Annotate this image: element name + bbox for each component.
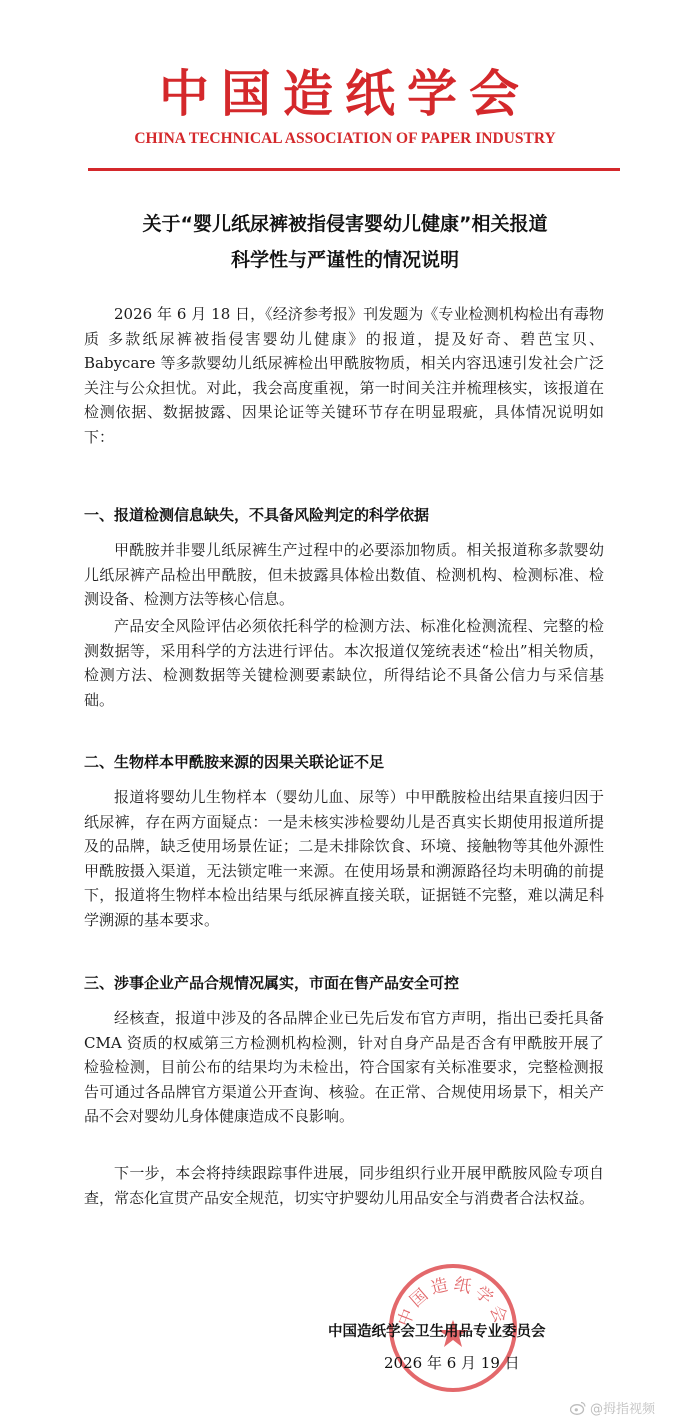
section-1-paragraph-2: 产品安全风险评估必须依托科学的检测方法、标准化检测流程、完整的检测数据等，采用科学的方法进行评估。本次报道仅笼统表述“检出”相关物质，检测方法、检测数据等关键检测要素缺位，所得结论不具备公信力与采信基础。 [84, 617, 604, 709]
signature-organization: 中国造纸学会卫生用品专业委员会 [328, 1324, 546, 1340]
document-title-line1: 关于“婴儿纸尿裤被指侵害婴幼儿健康”相关报道 [142, 213, 548, 235]
weibo-icon [570, 1401, 586, 1415]
section-1-paragraph-1: 甲酰胺并非婴儿纸尿裤生产过程中的必要添加物质。相关报道称多款婴幼儿纸尿裤产品检出甲酰胺，但未披露具体检出数值、检测机构、检测标准、检测设备、检测方法等核心信息。 [84, 541, 604, 608]
watermark-text: @拇指视频 [590, 1402, 656, 1417]
intro-paragraph: 2026 年 6 月 18 日，《经济参考报》刊发题为《专业检测机构检出有毒物质 多款纸尿裤被指侵害婴幼儿健康》的报道，提及好奇、碧芭宝贝、Babycare 等多款婴幼儿纸尿裤检出甲酰胺物质，相关内容迅速引发社会广泛关注与公众担忧。对此，我会高度重视，第一时间关注并梳理核实，该报道在检测依据、数据披露、因果论证等关键环节存在明显瑕疵，具体情况说明如下： [84, 305, 604, 446]
letterhead-divider [88, 168, 620, 171]
document-title-line2: 科学性与严谨性的情况说明 [230, 249, 459, 271]
section-2-heading: 二、生物样本甲酰胺来源的因果关联论证不足 [84, 753, 385, 771]
letterhead-subtitle-en: CHINA TECHNICAL ASSOCIATION OF PAPER INDUSTRY [134, 130, 556, 147]
letterhead-title: 中国造纸学会 [159, 65, 531, 123]
seal-text: 中国造纸学会 [394, 1274, 512, 1330]
section-1-heading: 一、报道检测信息缺失，不具备风险判定的科学依据 [84, 506, 430, 524]
signature-date: 2026 年 6 月 19 日 [384, 1354, 520, 1372]
watermark [570, 1398, 655, 1417]
closing-paragraph: 下一步，本会将持续跟踪事件进展，同步组织行业开展甲酰胺风险专项自查，常态化宣贯产品安全规范，切实守护婴幼儿用品安全与消费者合法权益。 [84, 1164, 604, 1207]
section-2-paragraph-1: 报道将婴幼儿生物样本（婴幼儿血、尿等）中甲酰胺检出结果直接归因于纸尿裤，存在两方面疑点：一是未核实涉检婴幼儿是否真实长期使用报道所提及的品牌，缺乏使用场景佐证；二是未排除饮食、环境、接触物等其他外源性甲酰胺摄入渠道，无法锁定唯一来源。在使用场景和溯源路径均未明确的前提下，报道将生物样本检出结果与纸尿裤直接关联，证据链不完整，难以满足科学溯源的基本要求。 [84, 788, 604, 929]
section-3-paragraph-1: 经核查，报道中涉及的各品牌企业已先后发布官方声明，指出已委托具备 CMA 资质的权威第三方检测机构检测，针对自身产品是否含有甲酰胺开展了检验检测，目前公布的结果均为未检出，符合国家有关标准要求，完整检测报告可通过各品牌官方渠道公开查询、核验。在正常、合规使用场景下，相关产品不会对婴幼儿身体健康造成不良影响。 [84, 1009, 604, 1125]
section-3-heading: 三、涉事企业产品合规情况属实，市面在售产品安全可控 [84, 974, 460, 992]
